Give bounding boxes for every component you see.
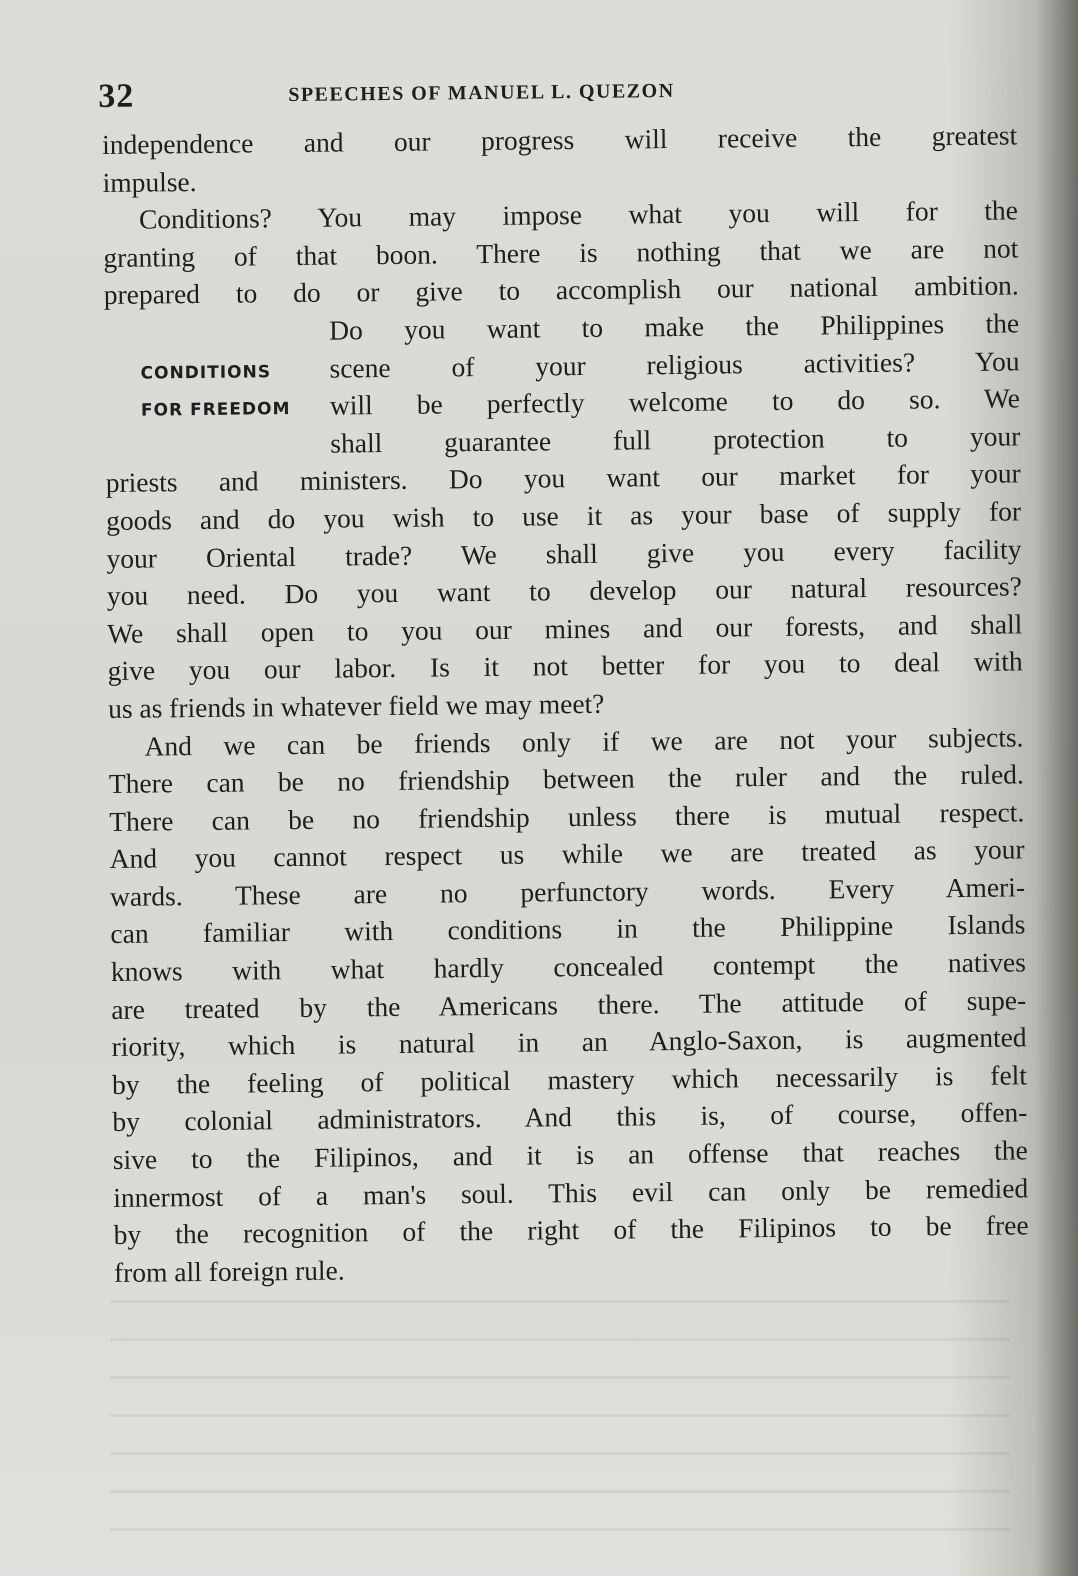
- text-line: goods and do you wish to use it as your base of supply for: [105, 495, 1022, 536]
- text-line: are treated by the Americans there. The attitude of supe-: [111, 984, 1027, 1025]
- text-line: give you our labor. Is it not better for you to deal with: [107, 645, 1023, 687]
- show-through-text: [110, 1300, 1010, 1560]
- text-line: Conditions? You may impose what you will for the: [138, 194, 1019, 235]
- text-line: you need. Do you want to develop our natural resources?: [106, 570, 1023, 612]
- text-line: There can be no friendship between the ruler and the ruled.: [108, 758, 1024, 800]
- text-line: priests and ministers. Do you want our market for your: [105, 457, 1021, 499]
- text-line: And we can be friends only if we are not your subjects.: [144, 720, 1024, 762]
- text-line: granting of that boon. There is nothing that we are not: [103, 232, 1019, 273]
- text-line: impulse.: [102, 165, 197, 198]
- text-line: scene of your religious activities? You: [329, 344, 1020, 384]
- sidenote-line-1: CONDITIONS: [140, 361, 272, 384]
- text-line: your Oriental trade? We shall give you every facility: [106, 532, 1022, 574]
- text-line: independence and our progress will receive the greatest: [102, 119, 1018, 160]
- page-header: [98, 63, 798, 120]
- body-text: [102, 116, 1029, 1291]
- text-line: by the feeling of political mastery which necessarily is felt: [111, 1059, 1028, 1100]
- text-line: There can be no friendship unless there is mutual respect.: [109, 796, 1025, 837]
- text-line: wards. These are no perfunctory words. Every Ameri-: [109, 871, 1026, 912]
- text-line: us as friends in whatever field we may meet?: [107, 687, 605, 724]
- text-line: sive to the Filipinos, and it is an offense that reaches the: [112, 1134, 1028, 1175]
- running-title: SPEECHES OF MANUEL L. QUEZON: [288, 79, 675, 107]
- text-line: shall guarantee full protection to your: [330, 420, 1021, 459]
- text-line: prepared to do or give to accomplish our national ambition.: [103, 269, 1019, 311]
- text-line: by the recognition of the right of the Filipinos to be free: [113, 1209, 1029, 1251]
- text-line: knows with what hardly concealed contempt the natives: [110, 946, 1026, 988]
- page-number: 32: [98, 77, 135, 115]
- text-line: And you cannot respect us while we are treated as your: [109, 833, 1025, 875]
- text-line: riority, which is natural in an Anglo-Saxon, is augmented: [111, 1021, 1027, 1063]
- sidenote-line-2: FOR FREEDOM: [140, 399, 291, 421]
- text-line: by colonial administrators. And this is, of course, offen-: [112, 1096, 1028, 1138]
- text-line: can familiar with conditions in the Philippine Islands: [110, 908, 1026, 950]
- text-line: from all foreign rule.: [113, 1254, 345, 1288]
- text-line: innermost of a man's soul. This evil can only be remedied: [113, 1171, 1029, 1213]
- text-line: will be perfectly welcome to do so. We: [329, 382, 1021, 421]
- text-line: We shall open to you our mines and our forests, and shall: [107, 608, 1023, 649]
- text-line: Do you want to make the Philippines the: [328, 307, 1020, 346]
